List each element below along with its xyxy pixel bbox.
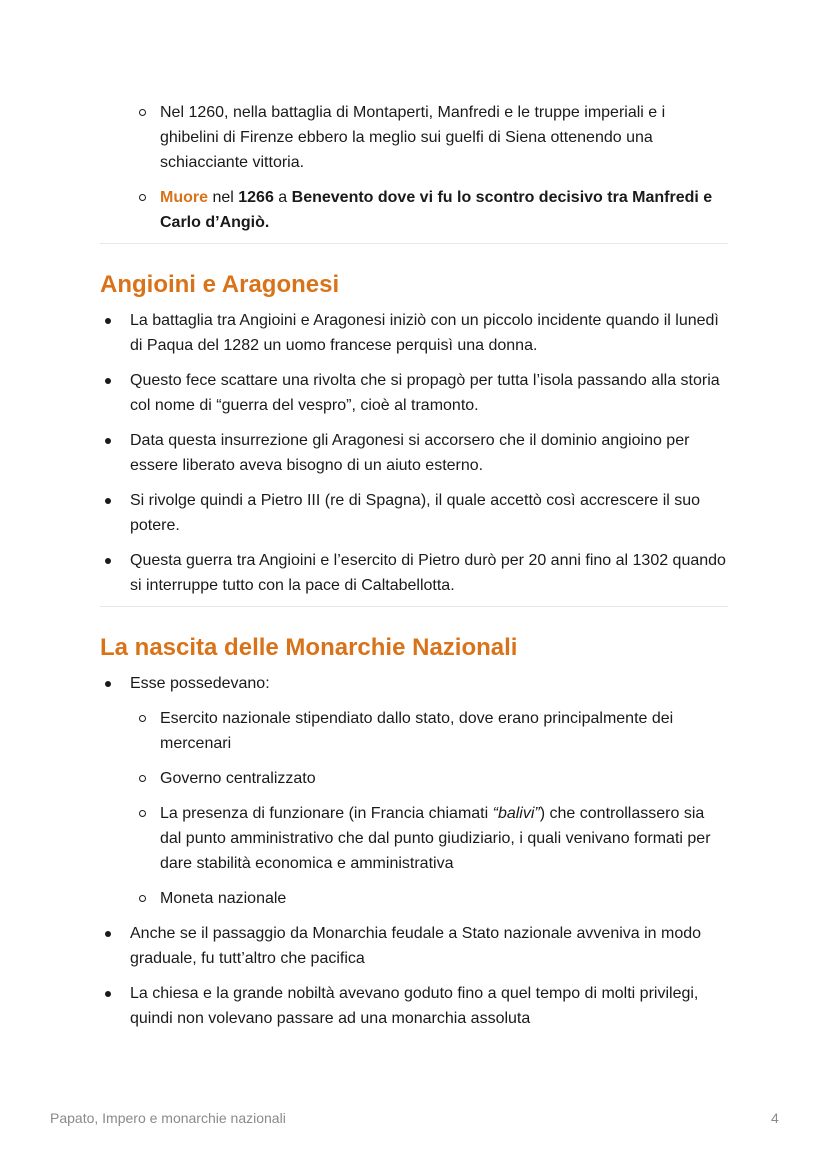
- section-list: [100, 308, 728, 598]
- section-divider: [100, 243, 728, 244]
- list-item: [100, 886, 728, 911]
- text-fragment: a: [273, 189, 292, 206]
- list-item: [100, 308, 728, 358]
- list-item: [100, 801, 728, 876]
- bold-benevento: Benevento dove vi fu lo scontro decisivo tra Manfredi e Carlo d’Angiò.: [160, 189, 713, 231]
- list-item-text: Questa guerra tra Angioini e l’esercito di Pietro durò per 20 anni fino al 1302 quando si interruppe tutto con la pace di Caltabellotta.: [130, 552, 726, 594]
- list-item: [100, 981, 728, 1031]
- section-heading: Angioini e Aragonesi: [100, 271, 340, 298]
- list-item-text: Data questa insurrezione gli Aragonesi si accorsero che il dominio angioino per essere liberato aveva bisogno di un aiuto esterno.: [130, 432, 690, 474]
- section-divider: [100, 606, 728, 607]
- page-content: [100, 100, 728, 1041]
- italic-term: “balivi”: [492, 805, 540, 822]
- list-item-text: La chiesa e la grande nobiltà avevano goduto fino a quel tempo di molti privilegi, quindi non volevano passare ad una monarchia assoluta: [130, 985, 699, 1027]
- list-item: [100, 671, 728, 911]
- list-item-text: Nel 1260, nella battaglia di Montaperti, Manfredi e le truppe imperiali e i ghibelini di Firenze ebbero la meglio sui guelfi di Siena ottenendo una schiacciante vittoria.: [160, 104, 666, 171]
- list-item: [100, 428, 728, 478]
- highlight-muore: Muore: [160, 189, 208, 206]
- list-item-text: Governo centralizzato: [160, 770, 316, 787]
- list-item-text: Si rivolge quindi a Pietro III (re di Spagna), il quale accettò così accrescere il suo potere.: [130, 492, 701, 534]
- footer-title: Papato, Impero e monarchie nazionali: [50, 1110, 286, 1126]
- section-heading: La nascita delle Monarchie Nazionali: [100, 634, 518, 661]
- page-number: 4: [771, 1110, 779, 1126]
- list-item: [100, 185, 728, 235]
- section-list: [100, 671, 728, 1031]
- text-fragment: ) che controllassero sia dal punto amministrativo che dal punto giudiziario, i quali venivano formati per dare stabilità economica e amministrativa: [160, 805, 711, 872]
- list-item: [100, 100, 728, 175]
- list-item-text: Moneta nazionale: [160, 890, 287, 907]
- list-item: [100, 368, 728, 418]
- list-item: [100, 548, 728, 598]
- list-item: [100, 706, 728, 756]
- list-item-text: Esse possedevano:: [130, 675, 270, 692]
- list-item: [100, 766, 728, 791]
- list-item: [100, 921, 728, 971]
- list-item-text: Esercito nazionale stipendiato dallo stato, dove erano principalmente dei mercenari: [160, 710, 674, 752]
- bold-year: 1266: [238, 189, 274, 206]
- continued-list: [100, 100, 728, 235]
- text-fragment: nel: [208, 189, 239, 206]
- list-item-text: Anche se il passaggio da Monarchia feudale a Stato nazionale avveniva in modo graduale, fu tutt’altro che pacifica: [130, 925, 702, 967]
- text-fragment: La presenza di funzionare (in Francia chiamati: [160, 805, 493, 822]
- nested-list: [100, 706, 728, 911]
- list-item-text: La battaglia tra Angioini e Aragonesi iniziò con un piccolo incidente quando il lunedì di Paqua del 1282 un uomo francese perquisì una donna.: [130, 312, 719, 354]
- list-item-text: Questo fece scattare una rivolta che si propagò per tutta l’isola passando alla storia col nome di “guerra del vespro”, cioè al tramonto.: [130, 372, 720, 414]
- list-item: [100, 488, 728, 538]
